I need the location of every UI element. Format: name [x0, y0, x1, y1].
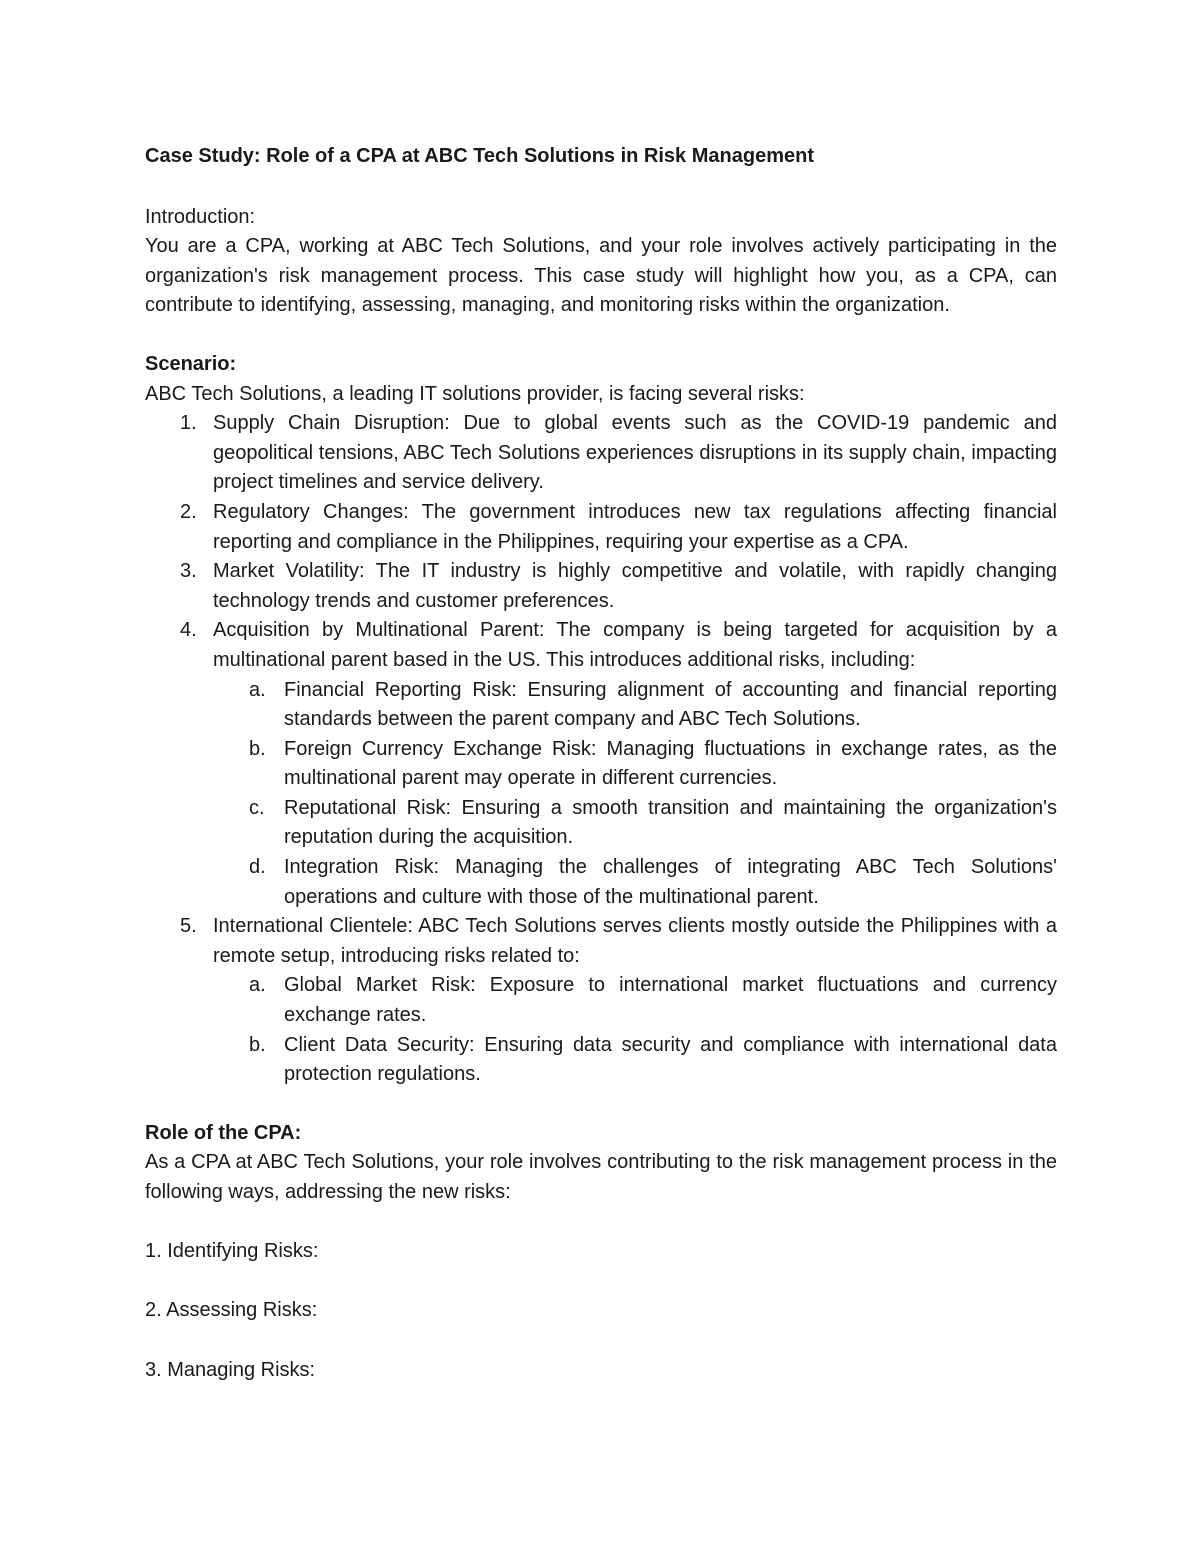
- role-text: As a CPA at ABC Tech Solutions, your role involves contributing to the risk management process in the following ways, addressing the new risks:: [145, 1151, 1057, 1203]
- subrisk-item: [213, 676, 1057, 735]
- introduction-text: You are a CPA, working at ABC Tech Solutions, and your role involves actively participating in the organization's risk management process. This case study will highlight how you, as a CPA, can contribute to identifying, assessing, managing, and monitoring risks within the organization.: [145, 235, 1057, 317]
- risk-item: [145, 557, 1057, 616]
- subrisk-item-text: Financial Reporting Risk: Ensuring alignment of accounting and financial reporting standards between the parent company and ABC Tech Solutions.: [284, 678, 1057, 731]
- risk-item: [145, 616, 1057, 912]
- list-marker: 1.: [180, 412, 197, 435]
- list-marker: b.: [249, 737, 266, 760]
- subrisk-item: [213, 1031, 1057, 1090]
- risk-item-text: Supply Chain Disruption: Due to global events such as the COVID-19 pandemic and geopolitical tensions, ABC Tech Solutions experiences disruptions in its supply chain, impacting project timelines and service delivery.: [213, 412, 1057, 494]
- list-marker: 2.: [180, 500, 197, 523]
- list-marker: 3.: [180, 560, 197, 583]
- subrisk-item-text: Client Data Security: Ensuring data security and compliance with international data protection regulations.: [284, 1033, 1057, 1086]
- risk-item-text: Market Volatility: The IT industry is highly competitive and volatile, with rapidly changing technology trends and customer preferences.: [213, 560, 1057, 612]
- subrisk-item: [213, 735, 1057, 794]
- risk-item: [145, 409, 1057, 498]
- risk-item: [145, 498, 1057, 557]
- scenario-heading: Scenario:: [145, 352, 237, 375]
- subrisk-item-text: Reputational Risk: Ensuring a smooth transition and maintaining the organization's reputation during the acquisition.: [284, 796, 1057, 849]
- role-heading: Role of the CPA:: [145, 1121, 302, 1144]
- spacer: [145, 1326, 1057, 1356]
- document-title: Case Study: Role of a CPA at ABC Tech Solutions in Risk Management: [145, 145, 814, 167]
- list-marker: b.: [249, 1033, 266, 1056]
- role-item-assessing: 2. Assessing Risks:: [145, 1299, 318, 1322]
- list-marker: a.: [249, 974, 266, 997]
- list-marker: a.: [249, 678, 266, 701]
- list-marker: 5.: [180, 915, 197, 938]
- subrisk-item: [213, 853, 1057, 912]
- subrisk-item-text: Integration Risk: Managing the challenges of integrating ABC Tech Solutions' operations and culture with those of the multinational parent.: [284, 856, 1057, 908]
- role-item-managing: 3. Managing Risks:: [145, 1358, 316, 1381]
- spacer: [145, 172, 1057, 203]
- list-marker: 4.: [180, 619, 197, 642]
- risk-item-text: Acquisition by Multinational Parent: The company is being targeted for acquisition by a multinational parent based in the US. This introduces additional risks, including:: [213, 619, 1057, 671]
- role-item-identifying: 1. Identifying Risks:: [145, 1240, 319, 1263]
- spacer: [145, 1090, 1057, 1119]
- clientele-subrisk-list: [213, 971, 1057, 1089]
- introduction-heading: Introduction:: [145, 205, 256, 228]
- scenario-lead: ABC Tech Solutions, a leading IT solutions provider, is facing several risks:: [145, 382, 805, 405]
- subrisk-item-text: Foreign Currency Exchange Risk: Managing fluctuations in exchange rates, as the multinational parent may operate in different currencies.: [284, 737, 1057, 790]
- spacer: [145, 1208, 1057, 1238]
- subrisk-item: [213, 794, 1057, 853]
- scenario-risk-list: [145, 409, 1057, 1090]
- list-marker: d.: [249, 856, 266, 879]
- acquisition-subrisk-list: [213, 676, 1057, 913]
- risk-item-text: Regulatory Changes: The government introduces new tax regulations affecting financial reporting and compliance in the Philippines, requiring your expertise as a CPA.: [213, 500, 1057, 553]
- list-marker: c.: [249, 796, 265, 819]
- subrisk-item-text: Global Market Risk: Exposure to international market fluctuations and currency exchange rates.: [284, 974, 1057, 1027]
- risk-item-text: International Clientele: ABC Tech Solutions serves clients mostly outside the Philippines with a remote setup, introducing risks related to:: [213, 915, 1057, 967]
- spacer: [145, 1267, 1057, 1297]
- spacer: [145, 321, 1057, 350]
- risk-item: [145, 912, 1057, 1090]
- document-page: [145, 142, 1057, 1385]
- subrisk-item: [213, 971, 1057, 1030]
